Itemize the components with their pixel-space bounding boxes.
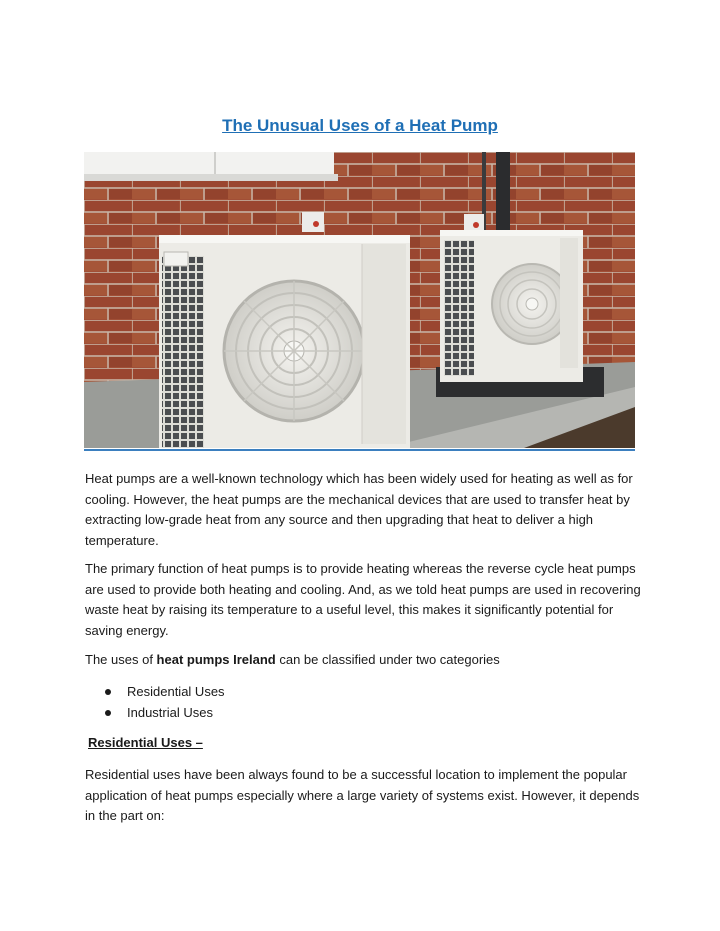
bullet-icon [105,689,111,695]
list-item-label: Residential Uses [127,684,225,699]
intro-paragraph: Heat pumps are a well-known technology which has been widely used for heating as well as for cooling. However, the heat pumps are the mechanical devices that are used to transfer heat by extracting low-grade heat from any source and then upgrading that heat to deliver a high temperature. [85,471,633,548]
function-paragraph: The primary function of heat pumps is to provide heating whereas the reverse cycle heat pumps are used to provide both heating and cooling. And, as we told heat pumps are used in recovering waste heat by raising its temperature to a useful level, this makes it significantly potential for saving energy. [85,561,641,638]
bullet-icon [105,710,111,716]
list-item-label: Industrial Uses [127,704,213,720]
image-underline-rule [84,449,635,451]
categories-paragraph [85,650,645,671]
uses-bullet-list [85,682,225,723]
document-title[interactable]: The Unusual Uses of a Heat Pump [222,116,498,135]
categories-text-before: The uses of [85,652,157,667]
residential-paragraph: Residential uses have been always found to be a successful location to implement the popular application of heat pumps especially where a large variety of systems exist. However, it depends in the part on: [85,767,640,823]
residential-uses-heading: Residential Uses – [88,735,203,750]
categories-text-after: can be classified under two categories [275,652,500,667]
heat-pumps-ireland-keyword: heat pumps Ireland [156,652,276,667]
list-item [85,682,225,703]
list-item [85,703,225,724]
heat-pump-photo [84,152,635,448]
